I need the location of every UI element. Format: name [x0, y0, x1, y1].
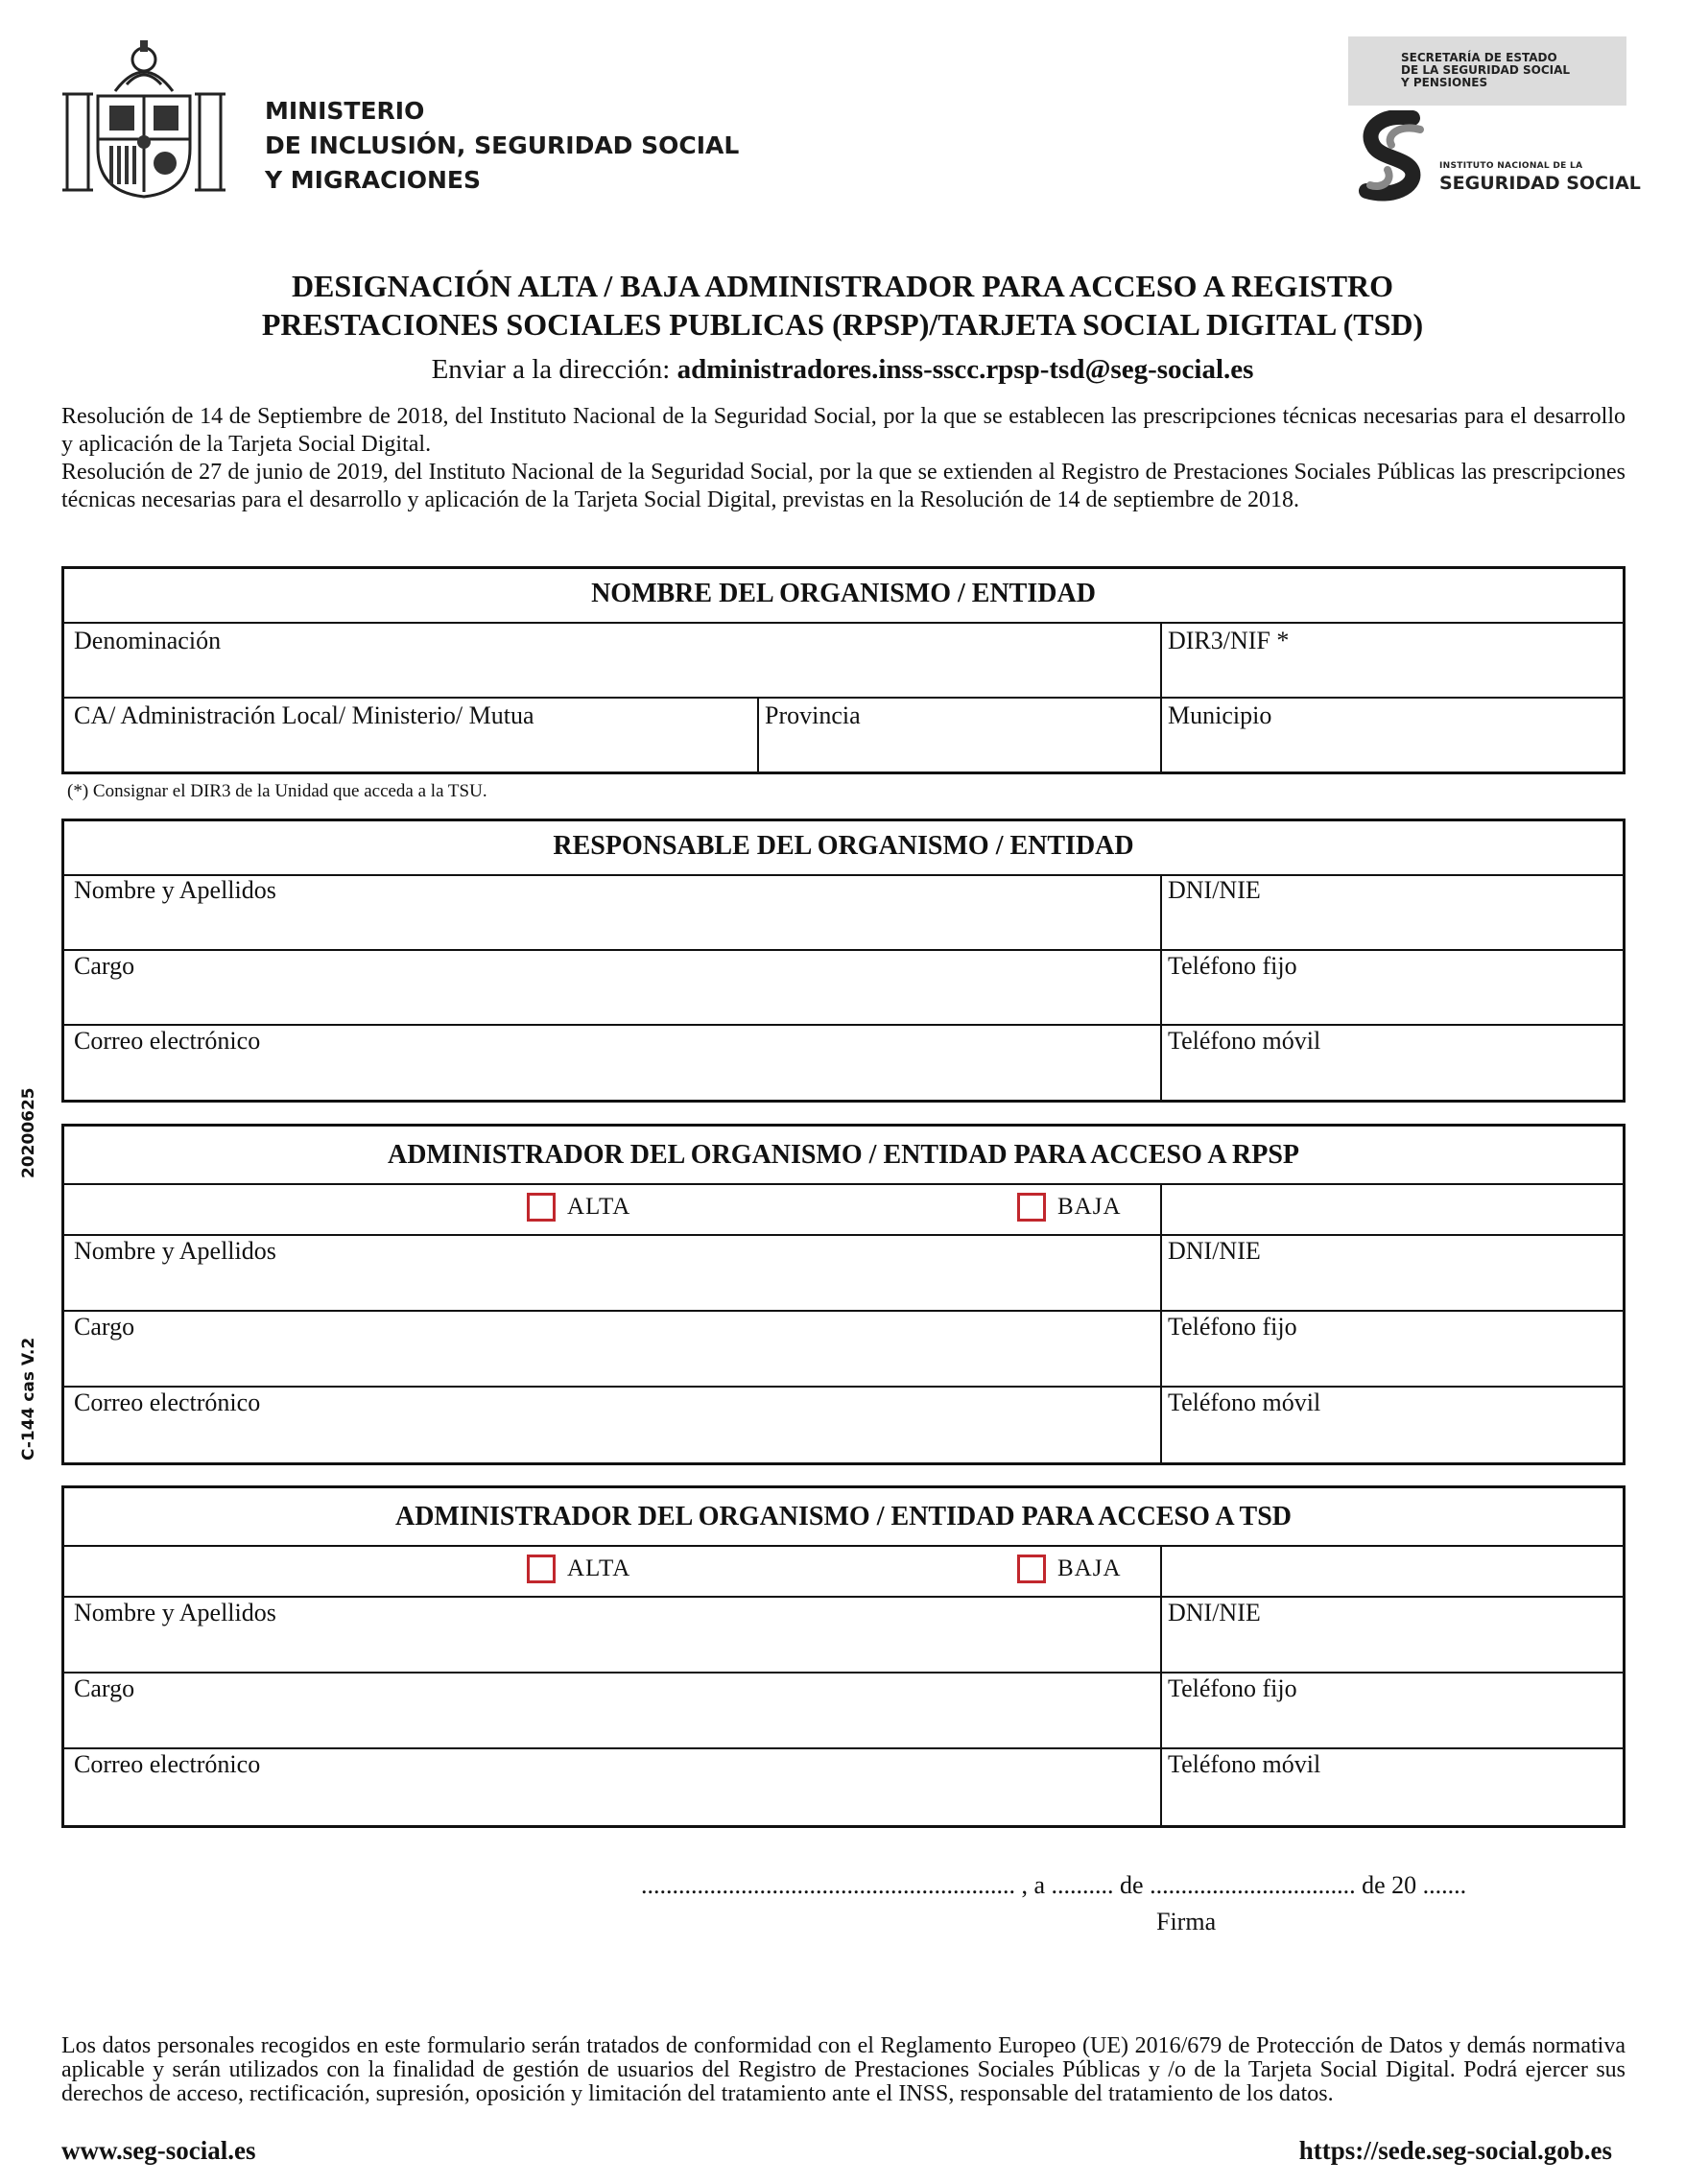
dni-field[interactable]: DNI/NIE [1168, 876, 1261, 904]
denominacion-field[interactable]: Denominación [74, 627, 222, 654]
baja-checkbox[interactable] [1017, 1193, 1046, 1222]
form-title-line-1: DESIGNACIÓN ALTA / BAJA ADMINISTRADOR PARA ACCESO A REGISTRO [291, 269, 1394, 303]
section-heading: RESPONSABLE DEL ORGANISMO / ENTIDAD [553, 831, 1134, 861]
signature-date-line[interactable]: ............................................................ , a .......... de ................................. de 20 ....... [641, 1871, 1467, 1899]
dni-field[interactable]: DNI/NIE [1168, 1237, 1261, 1265]
ministry-name [265, 94, 739, 198]
municipio-field[interactable]: Municipio [1168, 701, 1272, 729]
ministry-line: DE INCLUSIÓN, SEGURIDAD SOCIAL [265, 131, 740, 159]
correo-field[interactable]: Correo electrónico [74, 1389, 261, 1416]
dir3-nif-field[interactable]: DIR3/NIF * [1168, 627, 1290, 654]
secretaria-line: DE LA SEGURIDAD SOCIAL [1401, 63, 1571, 77]
inss-label [1439, 161, 1641, 194]
section-heading: NOMBRE DEL ORGANISMO / ENTIDAD [591, 579, 1096, 608]
section-heading: ADMINISTRADOR DEL ORGANISMO / ENTIDAD PARA ACCESO A RPSP [387, 1140, 1300, 1170]
baja-checkbox[interactable] [1017, 1555, 1046, 1583]
nombre-field[interactable]: Nombre y Apellidos [74, 1599, 276, 1626]
baja-label: BAJA [1057, 1555, 1122, 1581]
telefono-movil-field[interactable]: Teléfono móvil [1168, 1389, 1321, 1416]
cargo-field[interactable]: Cargo [74, 1313, 135, 1341]
dni-field[interactable]: DNI/NIE [1168, 1599, 1261, 1626]
telefono-movil-field[interactable]: Teléfono móvil [1168, 1027, 1321, 1055]
provincia-field[interactable]: Provincia [765, 701, 861, 729]
inss-small-label: INSTITUTO NACIONAL DE LA [1439, 161, 1583, 171]
telefono-fijo-field[interactable]: Teléfono fijo [1168, 1313, 1297, 1341]
alta-checkbox[interactable] [527, 1555, 556, 1583]
secretaria-label-box [1348, 36, 1626, 106]
footer-sede-link[interactable]: https://sede.seg-social.gob.es [1298, 2136, 1612, 2165]
inss-big-label: SEGURIDAD SOCIAL [1439, 173, 1641, 194]
admin-tsd-section [61, 1485, 1626, 1828]
resolution-paragraph: Resolución de 14 de Septiembre de 2018, del Instituto Nacional de la Seguridad Social, por la que se establecen las prescripciones técnicas necesarias para el desarrollo y aplicación de la Tarjeta Social Digital. [61, 404, 1626, 457]
telefono-movil-field[interactable]: Teléfono móvil [1168, 1750, 1321, 1778]
alta-checkbox[interactable] [527, 1193, 556, 1222]
form-date-code: 20200625 [19, 1087, 38, 1178]
send-label: Enviar a la dirección: [431, 354, 671, 385]
ca-field[interactable]: CA/ Administración Local/ Ministerio/ Mutua [74, 701, 534, 729]
correo-field[interactable]: Correo electrónico [74, 1027, 261, 1055]
secretaria-line: Y PENSIONES [1401, 76, 1488, 89]
responsable-section [61, 819, 1626, 1103]
seguridad-social-logo-icon [1353, 110, 1437, 206]
dir3-note: (*) Consignar el DIR3 de la Unidad que acceda a la TSU. [67, 781, 487, 801]
secretaria-line: SECRETARÍA DE ESTADO [1401, 51, 1557, 64]
alta-label: ALTA [567, 1194, 631, 1220]
send-address [0, 350, 1685, 389]
correo-field[interactable]: Correo electrónico [74, 1750, 261, 1778]
coat-of-arms-icon [59, 38, 228, 200]
cargo-field[interactable]: Cargo [74, 952, 135, 980]
firma-label: Firma [1156, 1908, 1217, 1935]
footer-website-link[interactable]: www.seg-social.es [61, 2136, 256, 2165]
organismo-section [61, 566, 1626, 774]
admin-rpsp-section [61, 1124, 1626, 1465]
cargo-field[interactable]: Cargo [74, 1674, 135, 1702]
baja-label: BAJA [1057, 1194, 1122, 1220]
nombre-field[interactable]: Nombre y Apellidos [74, 1237, 276, 1265]
telefono-fijo-field[interactable]: Teléfono fijo [1168, 1674, 1297, 1702]
send-email[interactable]: administradores.inss-sscc.rpsp-tsd@seg-social.es [676, 354, 1254, 385]
ministry-line: Y MIGRACIONES [265, 166, 482, 194]
nombre-field[interactable]: Nombre y Apellidos [74, 876, 276, 904]
privacy-notice: Los datos personales recogidos en este formulario serán tratados de conformidad con el Reglamento Europeo (UE) 2016/679 de Protección de Datos y demás normativa aplicable y serán utilizados con la finalidad de gestión de usuarios del Registro de Prestaciones Sociales Públicas y /o de la Tarjeta Social Digital. Podrá ejercer sus derechos de acceso, rectificación, supresión, oposición y limitación del tratamiento ante el INSS, responsable del tratamiento de los datos. [61, 2033, 1626, 2106]
form-title-line-2: PRESTACIONES SOCIALES PUBLICAS (RPSP)/TARJETA SOCIAL DIGITAL (TSD) [261, 307, 1424, 342]
section-heading: ADMINISTRADOR DEL ORGANISMO / ENTIDAD PARA ACCESO A TSD [394, 1502, 1292, 1531]
alta-label: ALTA [567, 1555, 631, 1581]
ministry-line: MINISTERIO [265, 97, 425, 125]
resolution-paragraph: Resolución de 27 de junio de 2019, del Instituto Nacional de la Seguridad Social, por la que se extienden al Registro de Prestaciones Sociales Públicas las prescripciones técnicas necesarias para el desarrollo y aplicación de la Tarjeta Social Digital, previstas en la Resolución de 14 de septiembre de 2018. [61, 460, 1626, 512]
form-version-code: C-144 cas V.2 [19, 1337, 38, 1460]
telefono-fijo-field[interactable]: Teléfono fijo [1168, 952, 1297, 980]
